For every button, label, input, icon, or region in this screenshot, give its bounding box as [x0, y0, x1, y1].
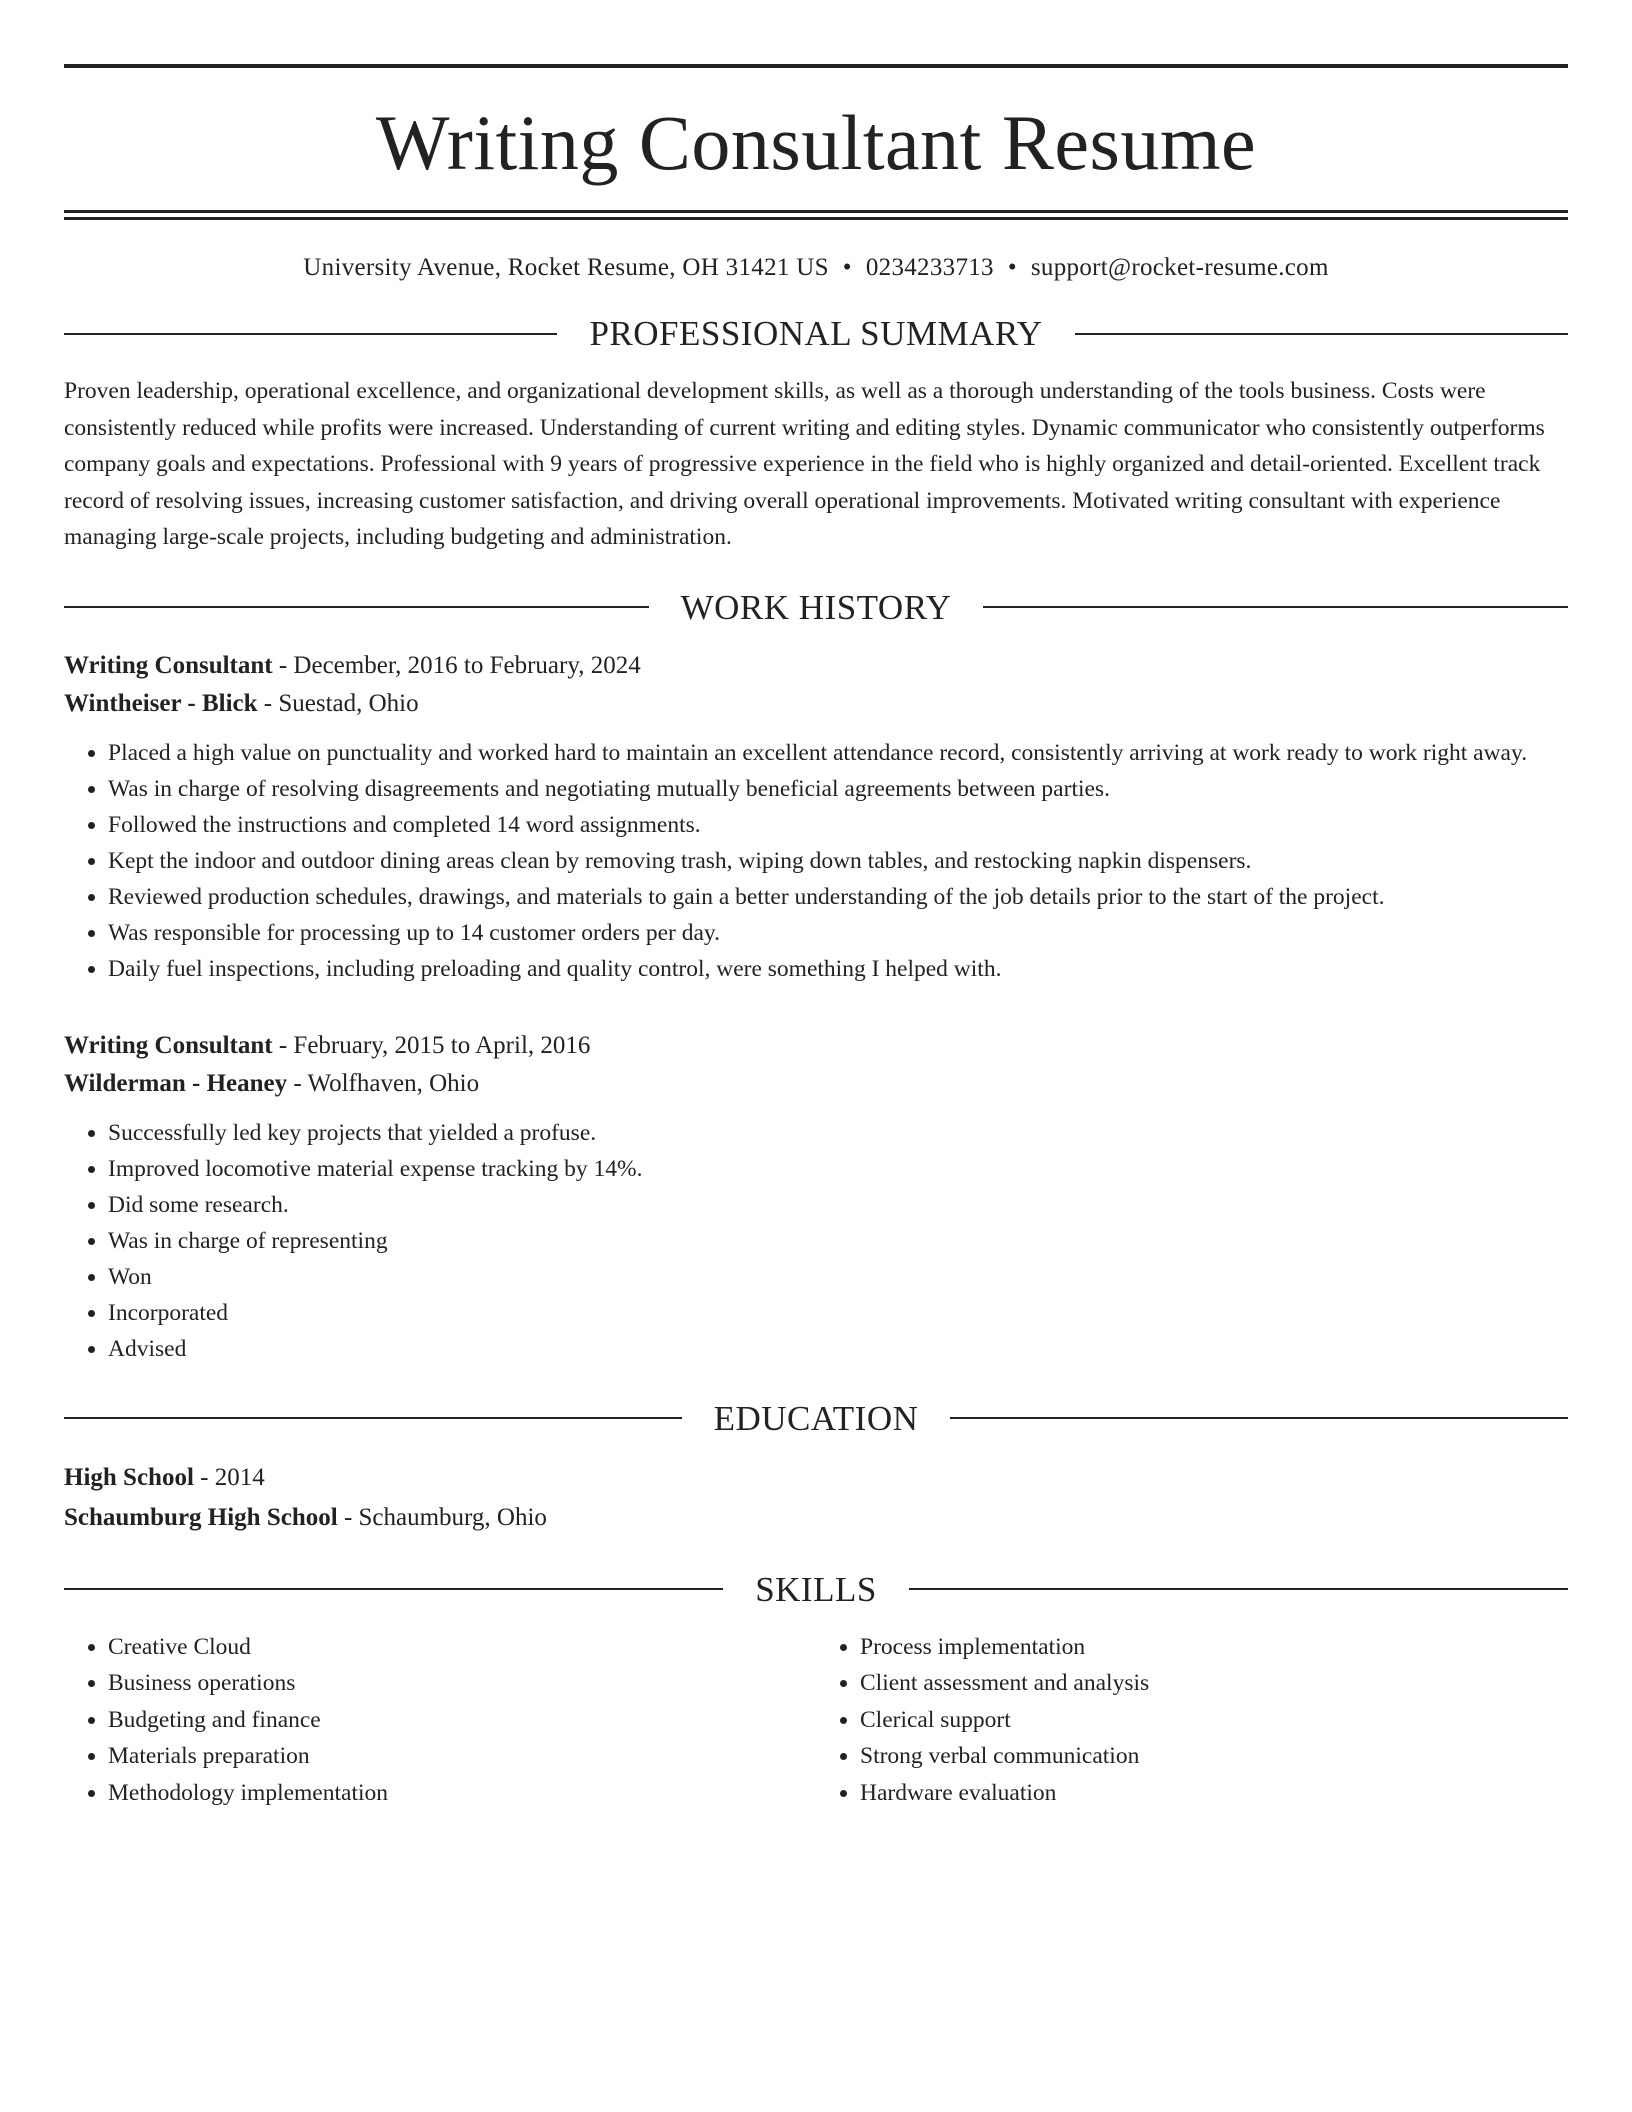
- heading-rule-left: [64, 606, 649, 608]
- resume-page: [64, 64, 1568, 1811]
- list-item: • Was in charge of representing: [108, 1223, 1568, 1259]
- work-heading-label: WORK HISTORY: [680, 587, 952, 627]
- list-item: • Placed a high value on punctuality and worked hard to maintain an excellent attendance record, consistently arriving at work ready to work right away.: [108, 735, 1568, 771]
- job-title: Writing Consultant: [64, 651, 273, 679]
- heading-rule-right: [1075, 333, 1568, 335]
- skill-item: • Process implementation: [860, 1629, 1568, 1666]
- skills-column-left: [64, 1629, 816, 1812]
- education-location: - Schaumburg, Ohio: [337, 1503, 547, 1531]
- top-rule: [64, 64, 1568, 68]
- job-dates: - December, 2016 to February, 2024: [272, 651, 641, 679]
- education-degree-line: [64, 1458, 1568, 1498]
- skill-item: • Strong verbal communication: [860, 1738, 1568, 1775]
- job-location: - Suestad, Ohio: [257, 689, 419, 717]
- skill-item: • Materials preparation: [108, 1738, 816, 1775]
- job-company: Wintheiser - Blick: [64, 689, 258, 717]
- summary-heading: [64, 316, 1568, 351]
- job-bullets: [64, 735, 1568, 987]
- skill-item: • Hardware evaluation: [860, 1775, 1568, 1812]
- list-item: • Was in charge of resolving disagreements and negotiating mutually beneficial agreements between parties.: [108, 771, 1568, 807]
- education-heading: [64, 1398, 1568, 1438]
- job-title-line: [64, 647, 1568, 685]
- list-item: • Did some research.: [108, 1187, 1568, 1223]
- list-item: • Kept the indoor and outdoor dining areas clean by removing trash, wiping down tables, and restocking napkin dispensers.: [108, 843, 1568, 879]
- education-entry: [64, 1458, 1568, 1538]
- skills-list: [64, 1629, 1568, 1812]
- contact-separator: •: [1007, 254, 1017, 281]
- job-title: Writing Consultant: [64, 1031, 273, 1059]
- skill-item: • Business operations: [108, 1665, 816, 1702]
- contact-separator: •: [842, 254, 852, 281]
- job-entry-1: [64, 647, 1568, 987]
- list-item: • Advised: [108, 1331, 1568, 1367]
- skills-column-right: [816, 1629, 1568, 1812]
- job-company-line: [64, 1065, 1568, 1103]
- job-company: Wilderman - Heaney: [64, 1069, 288, 1097]
- job-location: - Wolfhaven, Ohio: [287, 1069, 480, 1097]
- list-item: • Daily fuel inspections, including preloading and quality control, were something I helped with.: [108, 951, 1568, 987]
- resume-title: Writing Consultant Resume: [375, 99, 1257, 186]
- summary-heading-label: PROFESSIONAL SUMMARY: [589, 314, 1043, 353]
- skills-heading-label: SKILLS: [755, 1569, 877, 1609]
- heading-rule-right: [909, 1588, 1568, 1590]
- education-degree: High School: [64, 1463, 194, 1491]
- list-item: • Followed the instructions and completed 14 word assignments.: [108, 807, 1568, 843]
- job-company-line: [64, 685, 1568, 723]
- heading-rule-left: [64, 1588, 723, 1590]
- skills-heading: [64, 1569, 1568, 1609]
- job-bullets: [64, 1115, 1568, 1367]
- skill-item: • Methodology implementation: [108, 1775, 816, 1812]
- contact-address: University Avenue, Rocket Resume, OH 31421 US: [303, 254, 829, 281]
- list-item: • Incorporated: [108, 1295, 1568, 1331]
- list-item: • Successfully led key projects that yielded a profuse.: [108, 1115, 1568, 1151]
- contact-phone: 0234233713: [865, 254, 994, 281]
- skill-item: • Clerical support: [860, 1702, 1568, 1739]
- education-school: Schaumburg High School: [64, 1503, 338, 1531]
- list-item: • Improved locomotive material expense tracking by 14%.: [108, 1151, 1568, 1187]
- job-dates: - February, 2015 to April, 2016: [272, 1031, 591, 1059]
- contact-line: [64, 254, 1568, 282]
- education-school-line: [64, 1498, 1568, 1538]
- list-item: • Reviewed production schedules, drawings, and materials to gain a better understanding of the job details prior to the start of the project.: [108, 879, 1568, 915]
- job-entry-2: [64, 1027, 1568, 1367]
- heading-rule-left: [64, 1417, 682, 1419]
- skill-item: • Budgeting and finance: [108, 1702, 816, 1739]
- work-heading: [64, 587, 1568, 627]
- title-double-rule: [64, 210, 1568, 220]
- education-year: - 2014: [193, 1463, 265, 1491]
- summary-text: Proven leadership, operational excellence, and organizational development skills, as well as a thorough understanding of the tools business. Costs were consistently reduced while profits were increased. Understanding of current writing and editing styles. Dynamic communicator who consistently outperforms company goals and expectations. Professional with 9 years of progressive experience in the field who is highly organized and detail-oriented. Excellent track record of resolving issues, increasing customer satisfaction, and driving overall operational improvements. Motivated writing consultant with experience managing large-scale projects, including budgeting and administration.: [64, 378, 1545, 550]
- job-title-line: [64, 1027, 1568, 1065]
- education-heading-label: EDUCATION: [713, 1398, 919, 1438]
- skill-item: • Creative Cloud: [108, 1629, 816, 1666]
- heading-rule-left: [64, 333, 557, 335]
- heading-rule-right: [950, 1417, 1568, 1419]
- list-item: • Won: [108, 1259, 1568, 1295]
- list-item: • Was responsible for processing up to 14 customer orders per day.: [108, 915, 1568, 951]
- skill-item: • Client assessment and analysis: [860, 1665, 1568, 1702]
- contact-email: support@rocket-resume.com: [1030, 254, 1329, 281]
- heading-rule-right: [983, 606, 1568, 608]
